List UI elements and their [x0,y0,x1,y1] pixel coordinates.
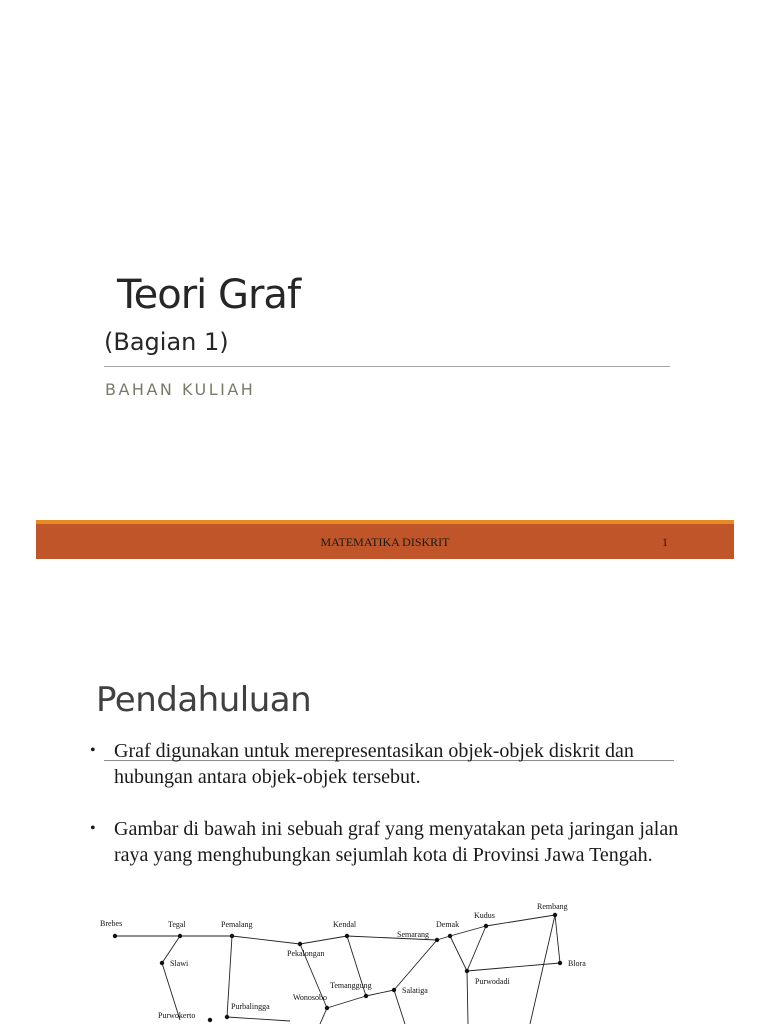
slide-title: Teori Graf [117,272,301,318]
city-node [345,934,349,938]
city-node [553,913,557,917]
footer-page-number: 1 [662,535,668,549]
road-edge [467,971,468,1024]
city-label: Purwokerto [158,1011,196,1020]
city-label: Rembang [537,902,568,911]
city-node [448,934,452,938]
road-edge [555,915,560,963]
title-divider [104,366,670,367]
road-edge [394,940,437,990]
city-label: Slawi [170,959,189,968]
slide-subtitle: (Bagian 1) [104,328,229,356]
city-node [178,934,182,938]
slide-2 [0,590,768,1024]
city-node [225,1015,229,1019]
slide-kicker: BAHAN KULIAH [105,380,256,399]
bullet-item [90,816,690,868]
city-node [208,1018,212,1022]
city-label: Kudus [474,911,495,920]
city-label: Wonosobo [293,993,328,1002]
road-edge [530,915,555,1024]
bullet-text: Gambar di bawah ini sebuah graf yang menyatakan peta jaringan jalan raya yang menghubungkan sejumlah kota di Provinsi Jawa Tengah. [114,818,679,866]
city-node [465,969,469,973]
bullet-item [90,738,690,790]
city-label: Tegal [168,920,186,929]
road-edge [300,936,347,944]
bullet-list [90,738,690,868]
bullet-icon: • [90,820,96,837]
city-node [435,938,439,942]
city-label: Blora [568,959,586,968]
city-node [484,924,488,928]
city-label: Temanggung [330,981,372,990]
road-edge [450,936,467,971]
footer-course-name: MATEMATIKA DISKRIT [320,535,450,549]
city-label: Pekalongan [287,949,325,958]
city-node [230,934,234,938]
road-edge [394,990,405,1024]
city-node [160,961,164,965]
bullet-icon: • [90,742,96,759]
road-edge [467,926,486,971]
city-label: Pemalang [221,920,253,929]
city-node [325,1006,329,1010]
road-edge [327,996,366,1008]
city-label: Purbalingga [231,1002,270,1011]
road-network-graph [0,896,768,1024]
city-node [113,934,117,938]
city-node [558,961,562,965]
city-node [298,942,302,946]
road-edge [486,915,555,926]
road-edge [366,990,394,996]
city-label: Brebes [100,919,123,928]
city-label: Purwodadi [475,977,510,986]
slide-heading: Pendahuluan [96,680,312,720]
road-edge [320,1008,327,1024]
footer-bar [36,520,734,559]
city-label: Semarang [397,930,429,939]
city-node [392,988,396,992]
city-label: Salatiga [402,986,428,995]
city-label: Demak [436,920,460,929]
city-label: Kendal [333,920,357,929]
bullet-text: Graf digunakan untuk merepresentasikan objek-objek diskrit dan hubungan antara objek-objek tersebut. [114,740,634,788]
road-edge [467,963,560,971]
city-node [364,994,368,998]
road-edge [232,936,300,944]
road-edge [227,1017,290,1021]
